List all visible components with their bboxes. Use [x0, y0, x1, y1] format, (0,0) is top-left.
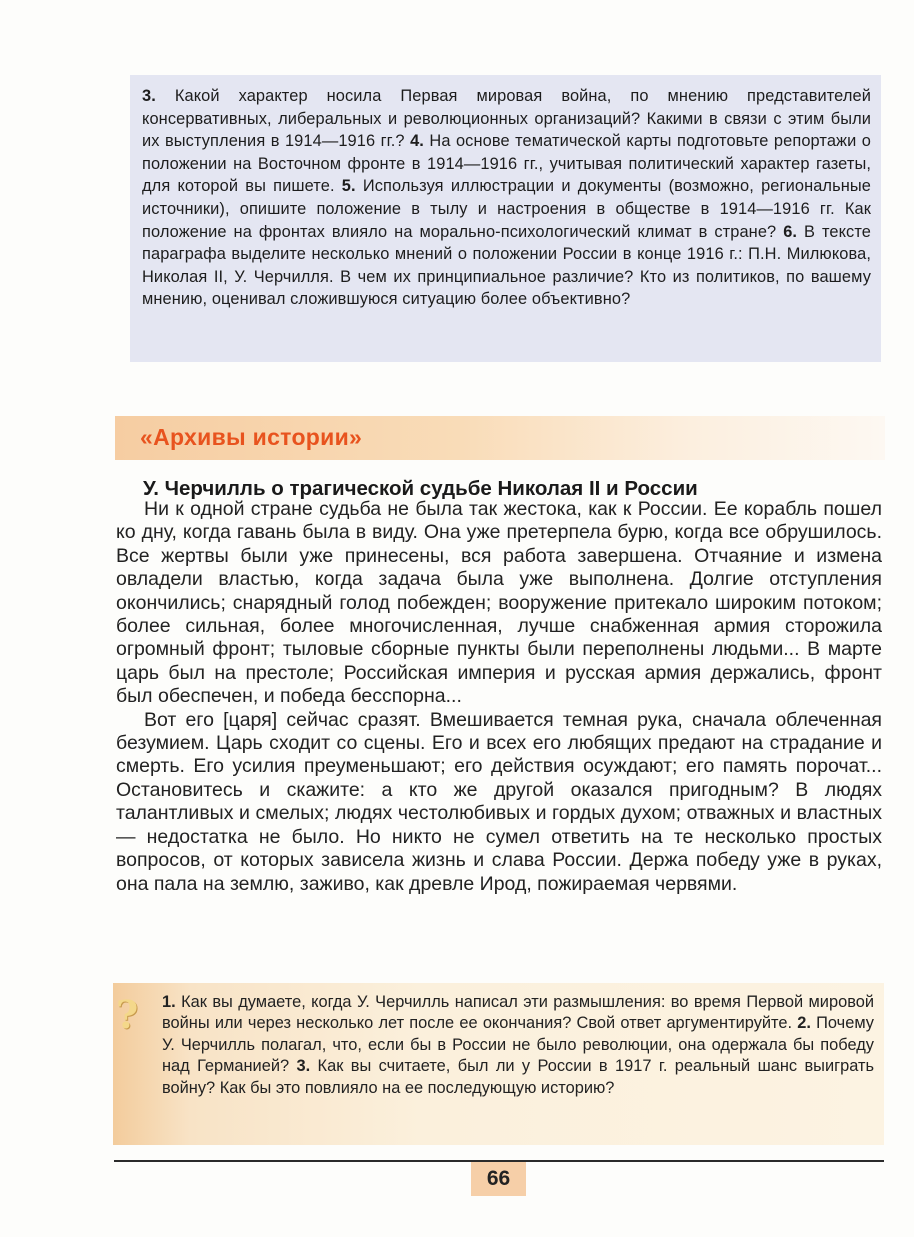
- question-6-text: В тексте параграфа выделите несколько мнений о положении России в конце 1916 г.: П.Н. Милюкова, Николая II, У. Черчилля. В чем их принципиальное различие? Кто из политиков, по вашему мнению, оценивал сложившуюся ситуацию более объективно?: [142, 222, 871, 309]
- question-6-number: 6.: [776, 222, 798, 241]
- question-4-number: 4.: [404, 132, 424, 151]
- question-mark-icon: ?: [116, 992, 139, 1037]
- doc-question-2-number: 2.: [792, 1014, 811, 1033]
- question-5-text: Используя иллюстрации и документы (возможно, региональные источники), опишите положение в тылу и настроения в обществе в 1914—1916 гг. Как положение на фронтах влияло на морально-психологический климат в стране?: [142, 177, 871, 241]
- doc-question-3-text: Как вы считаете, был ли у России в 1917 г. реальный шанс выиграть войну? Как бы это повлияло на ее последующую историю?: [162, 1057, 874, 1097]
- questions-box: [130, 75, 881, 362]
- question-4-text: На основе тематической карты подготовьте репортажи о положении на Восточном фронте в 1914—1916 гг., учитывая политический характер газеты, для которой вы пишете.: [142, 132, 871, 196]
- question-3-number: 3.: [142, 87, 156, 105]
- question-5-number: 5.: [334, 177, 356, 196]
- question-3-text: Какой характер носила Первая мировая война, по мнению представителей консервативных, либеральных и революционных организаций? Какими в связи с этим были их выступления в 1914—1916 гг.?: [142, 87, 871, 151]
- doc-question-2-text: Почему У. Черчилль полагал, что, если бы в России не было революции, она одержала бы победу над Германией?: [162, 1014, 874, 1076]
- document-questions-text: [162, 992, 874, 1099]
- document-body: [116, 498, 882, 896]
- doc-question-3-number: 3.: [289, 1057, 311, 1076]
- document-title: У. Черчилль о трагической судьбе Николая II и России: [143, 477, 698, 500]
- document-paragraph-1: Ни к одной стране судьба не была так жестока, как к России. Ее корабль пошел ко дну, когда гавань была в виду. Она уже претерпела бурю, когда все обрушилось. Все жертвы были уже принесены, вся работа завершена. Отчаяние и измена овладели властью, когда задача была уже выполнена. Долгие отступления окончились; снарядный голод побежден; вооружение притекало широким потоком; более сильная, более многочисленная, лучше снабженная армия сторожила огромный фронт; тыловые сборные пункты были переполнены людьми... В марте царь был на престоле; Российская империя и русская армия держались, фронт был обеспечен, и победа бесспорна...: [116, 498, 882, 708]
- doc-question-1-number: 1.: [162, 993, 176, 1011]
- page-number: 66: [486, 1167, 511, 1190]
- questions-text: [142, 85, 871, 311]
- document-paragraph-2: Вот его [царя] сейчас сразят. Вмешивается темная рука, сначала облеченная безумием. Царь сходит со сцены. Его и всех его любящих предают на страдание и смерть. Его усилия преуменьшают; его действия осуждают; его память порочат... Остановитесь и скажите: а кто же другой оказался пригодным? В людях талантливых и смелых; людях честолюбивых и гордых духом; отважных и властных — недостатка не было. Но никто не сумел ответить на те несколько простых вопросов, от которых зависела жизнь и слава России. Держа победу уже в руках, она пала на землю, заживо, как древле Ирод, пожираемая червями.: [116, 708, 882, 895]
- section-title: «Архивы истории»: [140, 424, 363, 450]
- doc-question-1-text: Как вы думаете, когда У. Черчилль написал эти размышления: во время Первой мировой войны или через несколько лет после ее окончания? Свой ответ аргументируйте.: [162, 993, 874, 1033]
